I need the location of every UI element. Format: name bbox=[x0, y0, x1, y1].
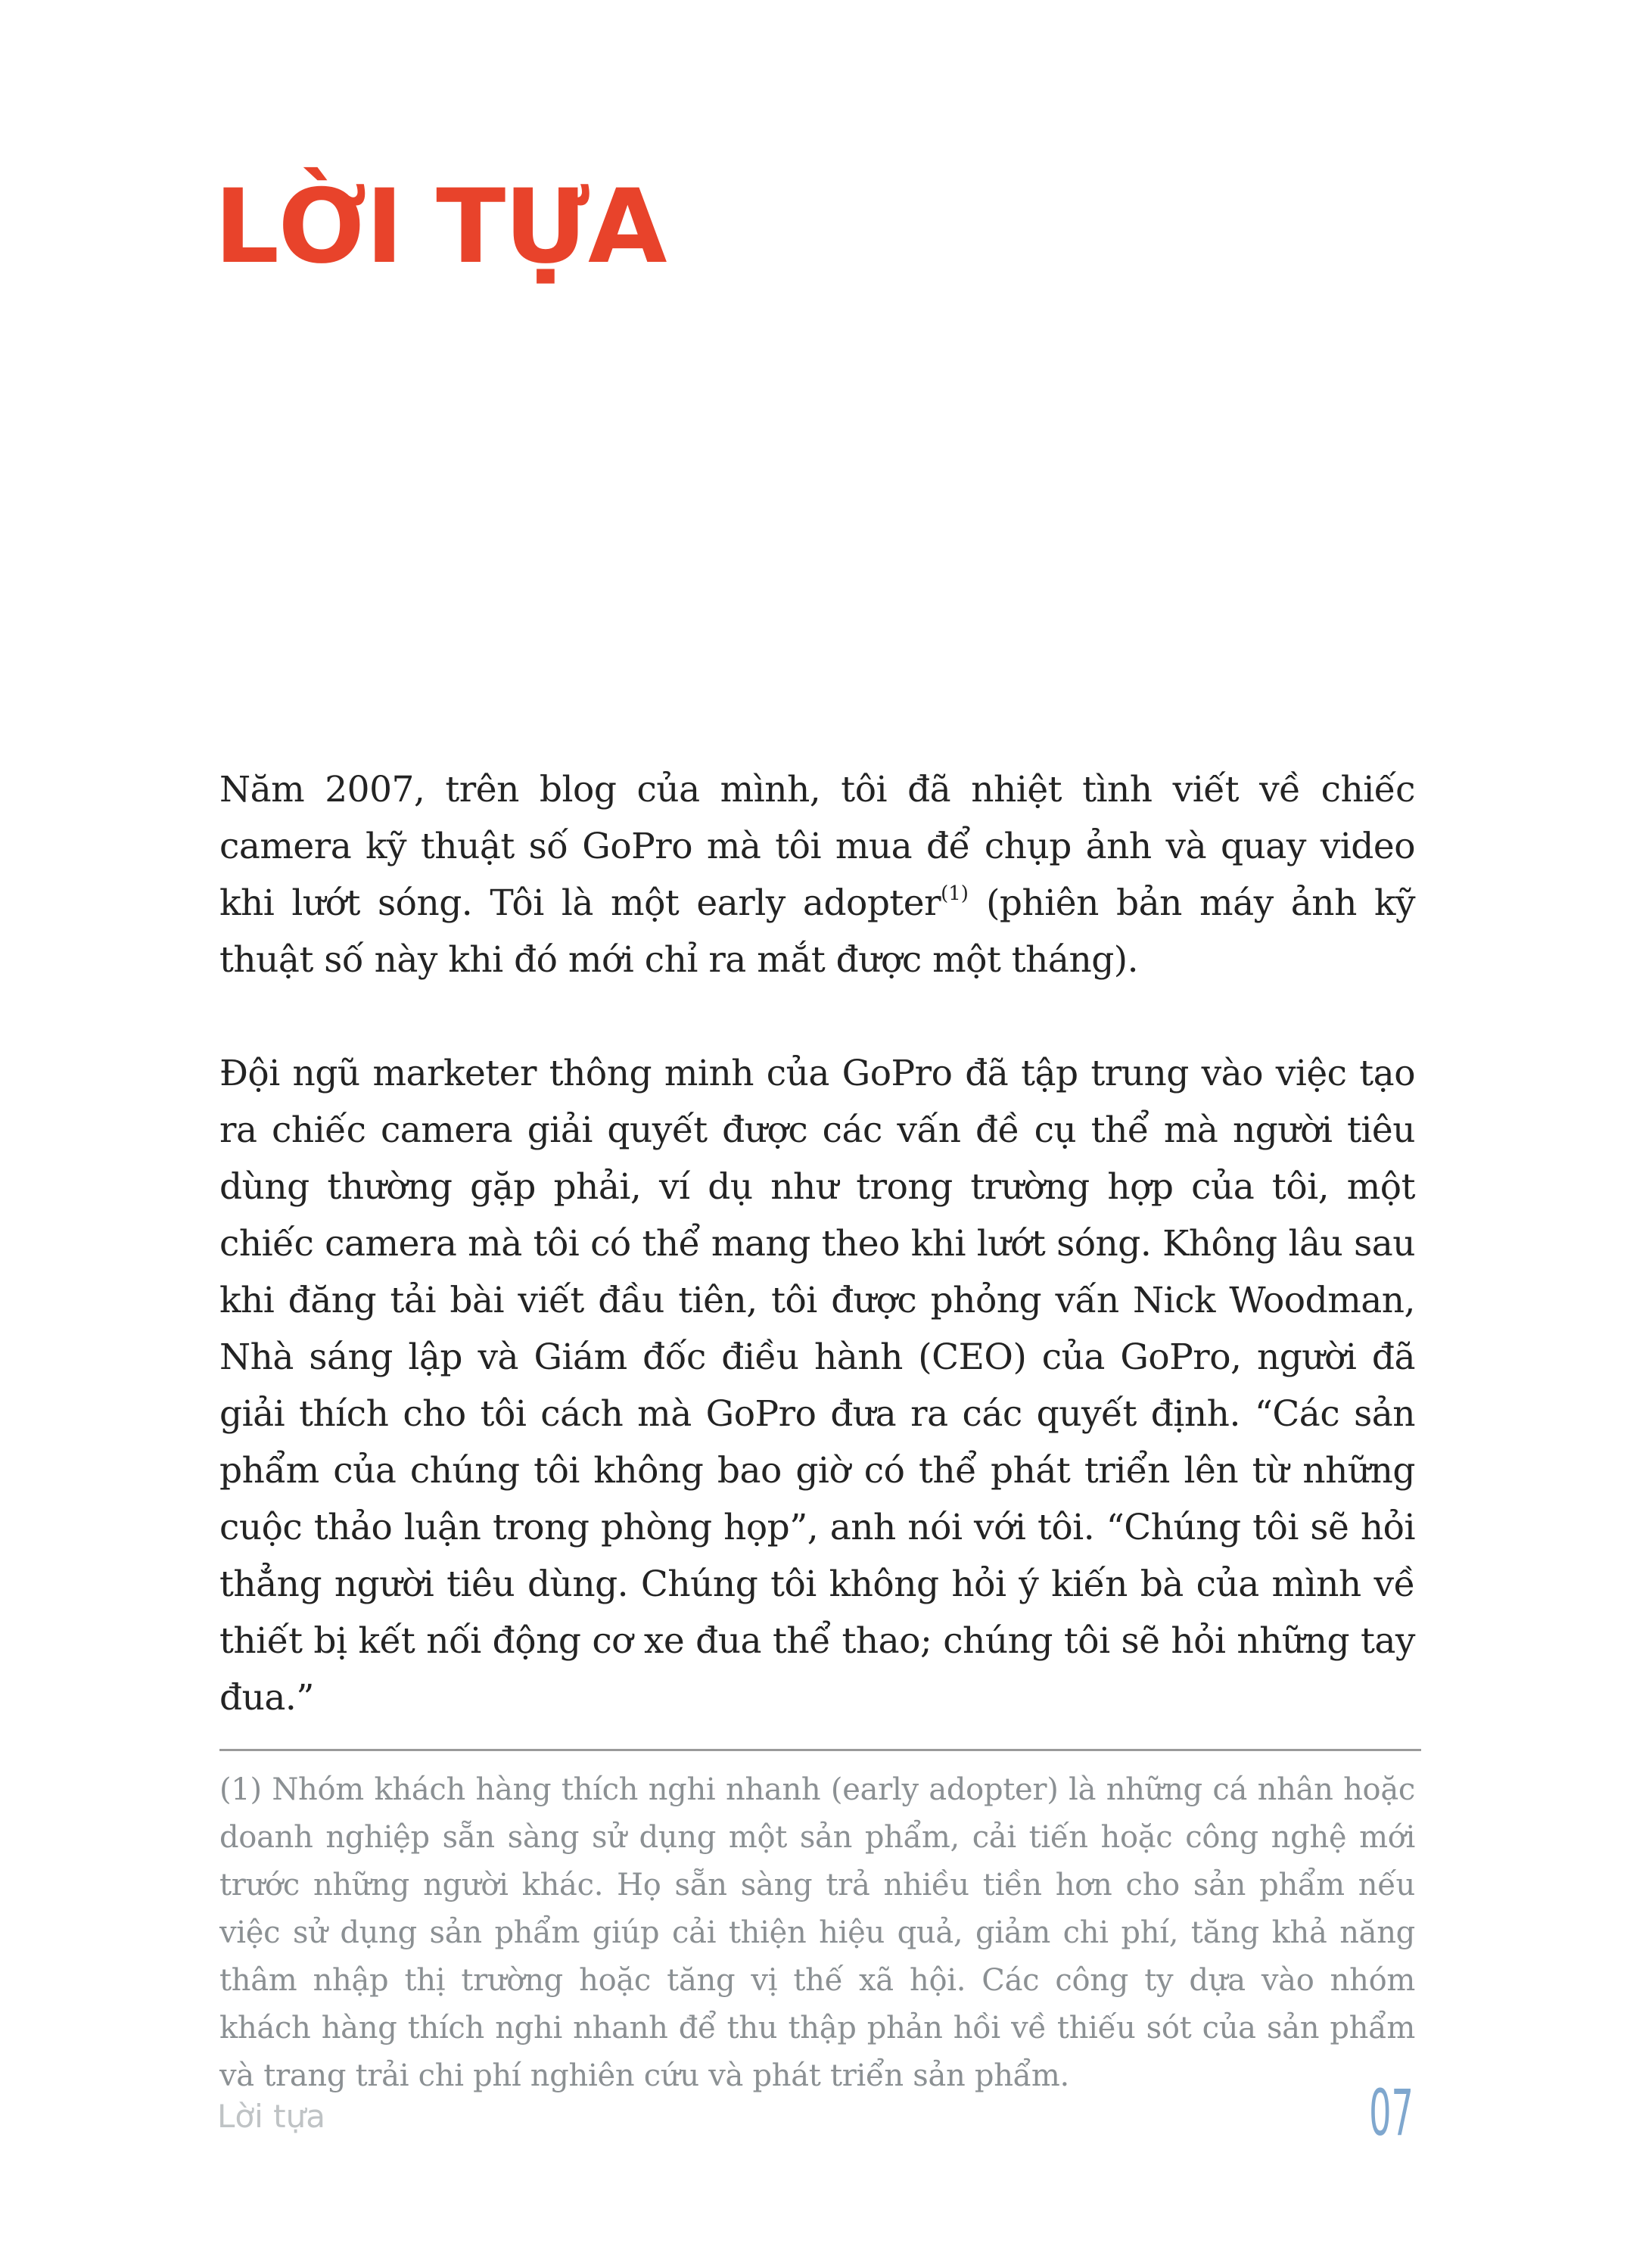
page-title: LỜI TỰA bbox=[214, 167, 666, 286]
footnote: (1) Nhóm khách hàng thích nghi nhanh (early adopter) là những cá nhân hoặc doanh nghiệp sẵn sàng sử dụng một sản phẩm, cải tiến hoặc công nghệ mới trước những người khác. Họ sẵn sàng trả nhiều tiền hơn cho sản phẩm nếu việc sử dụng sản phẩm giúp cải thiện hiệu quả, giảm chi phí, tăng khả năng thâm nhập thị trường hoặc tăng vị thế xã hội. Các công ty dựa vào nhóm khách hàng thích nghi nhanh để thu thập phản hồi về thiếu sót của sản phẩm và trang trải chi phí nghiên cứu và phát triển sản phẩm. bbox=[219, 1772, 1415, 2093]
paragraph-1-continued: (phiên bản máy ảnh kỹ thuật số này khi đó mới chỉ ra mắt được một tháng). bbox=[219, 882, 1415, 981]
paragraph-1 bbox=[219, 761, 1415, 988]
footnote-divider bbox=[219, 1749, 1421, 1751]
page-number: 07 bbox=[1369, 2076, 1414, 2150]
footnote-marker: (1) bbox=[941, 882, 969, 905]
body-text bbox=[219, 761, 1415, 1726]
paragraph-1-text: Năm 2007, trên blog của mình, tôi đã nhiệt tình viết về chiếc camera kỹ thuật số GoPro mà tôi mua để chụp ảnh và quay video khi lướt sóng. Tôi là một early adopter bbox=[219, 769, 1415, 924]
paragraph-2: Đội ngũ marketer thông minh của GoPro đã tập trung vào việc tạo ra chiếc camera giải quyết được các vấn đề cụ thể mà người tiêu dùng thường gặp phải, ví dụ như trong trường hợp của tôi, một chiếc camera mà tôi có thể mang theo khi lướt sóng. Không lâu sau khi đăng tải bài viết đầu tiên, tôi được phỏng vấn Nick Woodman, Nhà sáng lập và Giám đốc điều hành (CEO) của GoPro, người đã giải thích cho tôi cách mà GoPro đưa ra các quyết định. “Các sản phẩm của chúng tôi không bao giờ có thể phát triển lên từ những cuộc thảo luận trong phòng họp”, anh nói với tôi. “Chúng tôi sẽ hỏi thẳng người tiêu dùng. Chúng tôi không hỏi ý kiến bà của mình về thiết bị kết nối động cơ xe đua thể thao; chúng tôi sẽ hỏi những tay đua.” bbox=[219, 1053, 1415, 1719]
running-header: Lời tựa bbox=[217, 2098, 325, 2135]
